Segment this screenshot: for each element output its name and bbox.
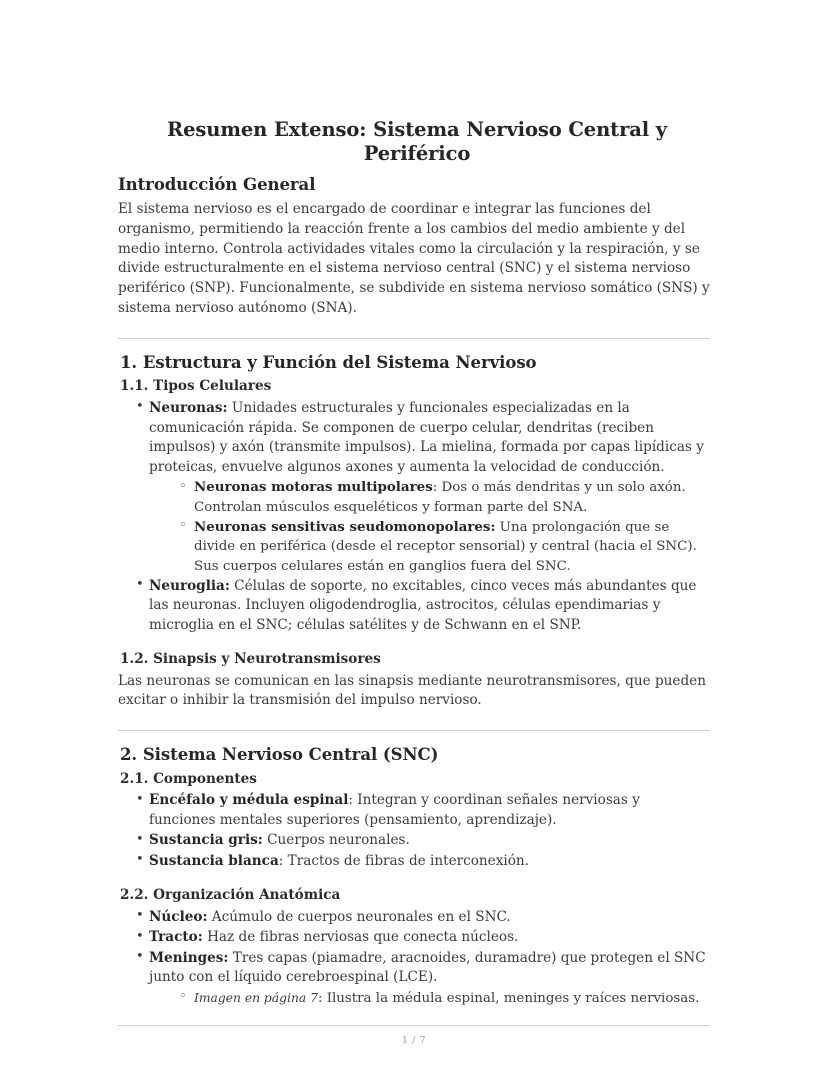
list-item-term: Sustancia blanca xyxy=(149,852,279,869)
list-item-term: Sustancia gris: xyxy=(149,832,263,849)
list-item-text: Haz de fibras nerviosas que conecta núcleos. xyxy=(202,929,519,946)
list-tipos-celulares xyxy=(118,399,710,636)
list-item xyxy=(118,791,710,831)
spacer xyxy=(118,717,710,730)
list-tipos-neuronas xyxy=(168,478,710,576)
list-item xyxy=(168,478,710,517)
list-item-term: Neuronas: xyxy=(149,399,228,416)
paragraph-sinapsis: Las neuronas se comunican en las sinapsis mediante neurotransmisores, que pueden excitar o inhibir la transmisión del impulso nervioso. xyxy=(118,672,706,709)
list-item-term: Neuroglia: xyxy=(149,577,230,594)
spacer xyxy=(118,1012,710,1025)
page-footer: 1 / 7 xyxy=(401,1035,427,1046)
heading-section-2: 2. Sistema Nervioso Central (SNC) xyxy=(120,745,439,765)
list-item xyxy=(118,908,710,928)
list-componentes xyxy=(118,791,710,871)
heading-section-2-1: 2.1. Componentes xyxy=(120,770,257,787)
list-item-text: Células de soporte, no excitables, cinco veces más abundantes que las neuronas. Incluyen oligodendroglia, astrocitos, células ependimarias y microglia en el SNC; células satélites y de Schwann en el SNP. xyxy=(149,577,697,634)
heading-section-2-2: 2.2. Organización Anatómica xyxy=(120,887,341,904)
list-item-text: : Dos o más dendritas y un solo axón. Controlan músculos esqueléticos y forman parte del SNA. xyxy=(194,480,686,515)
heading-section-1: 1. Estructura y Función del Sistema Nervioso xyxy=(120,352,537,372)
heading-introduccion-general: Introducción General xyxy=(118,174,316,194)
list-item-text: Cuerpos neuronales. xyxy=(262,832,410,849)
list-item-term: Tracto: xyxy=(149,929,203,946)
spacer xyxy=(118,325,710,338)
list-item xyxy=(168,989,710,1008)
list-item xyxy=(118,949,710,1008)
heading-section-1-1: 1.1. Tipos Celulares xyxy=(120,378,272,395)
list-item-text: Unidades estructurales y funcionales especializadas en la comunicación rápida. Se componen de cuerpo celular, dendritas (reciben impulsos) y axón (transmite impulsos). La mielina, formada por capas lipídicas y proteicas, envuelve algunos axones y aumenta la velocidad de conducción. xyxy=(149,399,704,476)
list-item-text: Una prolongación que se divide en periférica (desde el receptor sensorial) y central (hacia el SNC). Sus cuerpos celulares están en ganglios fuera del SNC. xyxy=(194,519,697,574)
list-item-text: : Tractos de fibras de interconexión. xyxy=(278,852,529,869)
image-reference-text: : Ilustra la médula espinal, meninges y raíces nerviosas. xyxy=(317,990,700,1006)
list-item-term: Núcleo: xyxy=(149,908,208,925)
list-item xyxy=(118,577,710,636)
list-item-term: Neuronas sensitivas seudomonopolares: xyxy=(194,518,496,535)
list-item xyxy=(118,852,710,872)
page-title: Resumen Extenso: Sistema Nervioso Central y Periférico xyxy=(166,118,668,166)
list-item xyxy=(168,518,710,576)
spacer xyxy=(118,339,710,352)
section-divider-3 xyxy=(118,1025,710,1026)
spacer xyxy=(118,875,710,887)
list-item xyxy=(118,399,710,576)
list-item-term: Neuronas motoras multipolares xyxy=(194,479,433,496)
document-body xyxy=(118,118,710,1026)
paragraph-introduccion: El sistema nervioso es el encargado de coordinar e integrar las funciones del organismo, permitiendo la reacción frente a los cambios del medio ambiente y del medio interno. Controla actividades vitales como la circulación y la respiración, y se divide estructuralmente en el sistema nervioso central (SNC) y el sistema nervioso periférico (SNP). Funcionalmente, se subdivide en sistema nervioso somático (SNS) y sistema nervioso autónomo (SNA). xyxy=(118,201,710,317)
list-item-text: : Integran y coordinan señales nerviosas y funciones mentales superiores (pensamiento, aprendizaje). xyxy=(149,792,640,829)
list-item-term: Meninges: xyxy=(149,949,229,966)
list-imagen-referencia xyxy=(168,989,710,1008)
list-item xyxy=(118,831,710,851)
list-item xyxy=(118,928,710,948)
spacer xyxy=(118,731,710,744)
list-organizacion-anatomica xyxy=(118,908,710,1008)
image-reference-label: Imagen en página 7 xyxy=(194,990,318,1005)
list-item-text: Tres capas (piamadre, aracnoides, duramadre) que protegen el SNC junto con el líquido cerebroespinal (LCE). xyxy=(149,949,706,986)
list-item-text: Acúmulo de cuerpos neuronales en el SNC. xyxy=(207,908,511,925)
spacer xyxy=(118,640,710,651)
heading-section-1-2: 1.2. Sinapsis y Neurotransmisores xyxy=(120,650,381,667)
list-item-term: Encéfalo y médula espinal xyxy=(149,792,349,809)
